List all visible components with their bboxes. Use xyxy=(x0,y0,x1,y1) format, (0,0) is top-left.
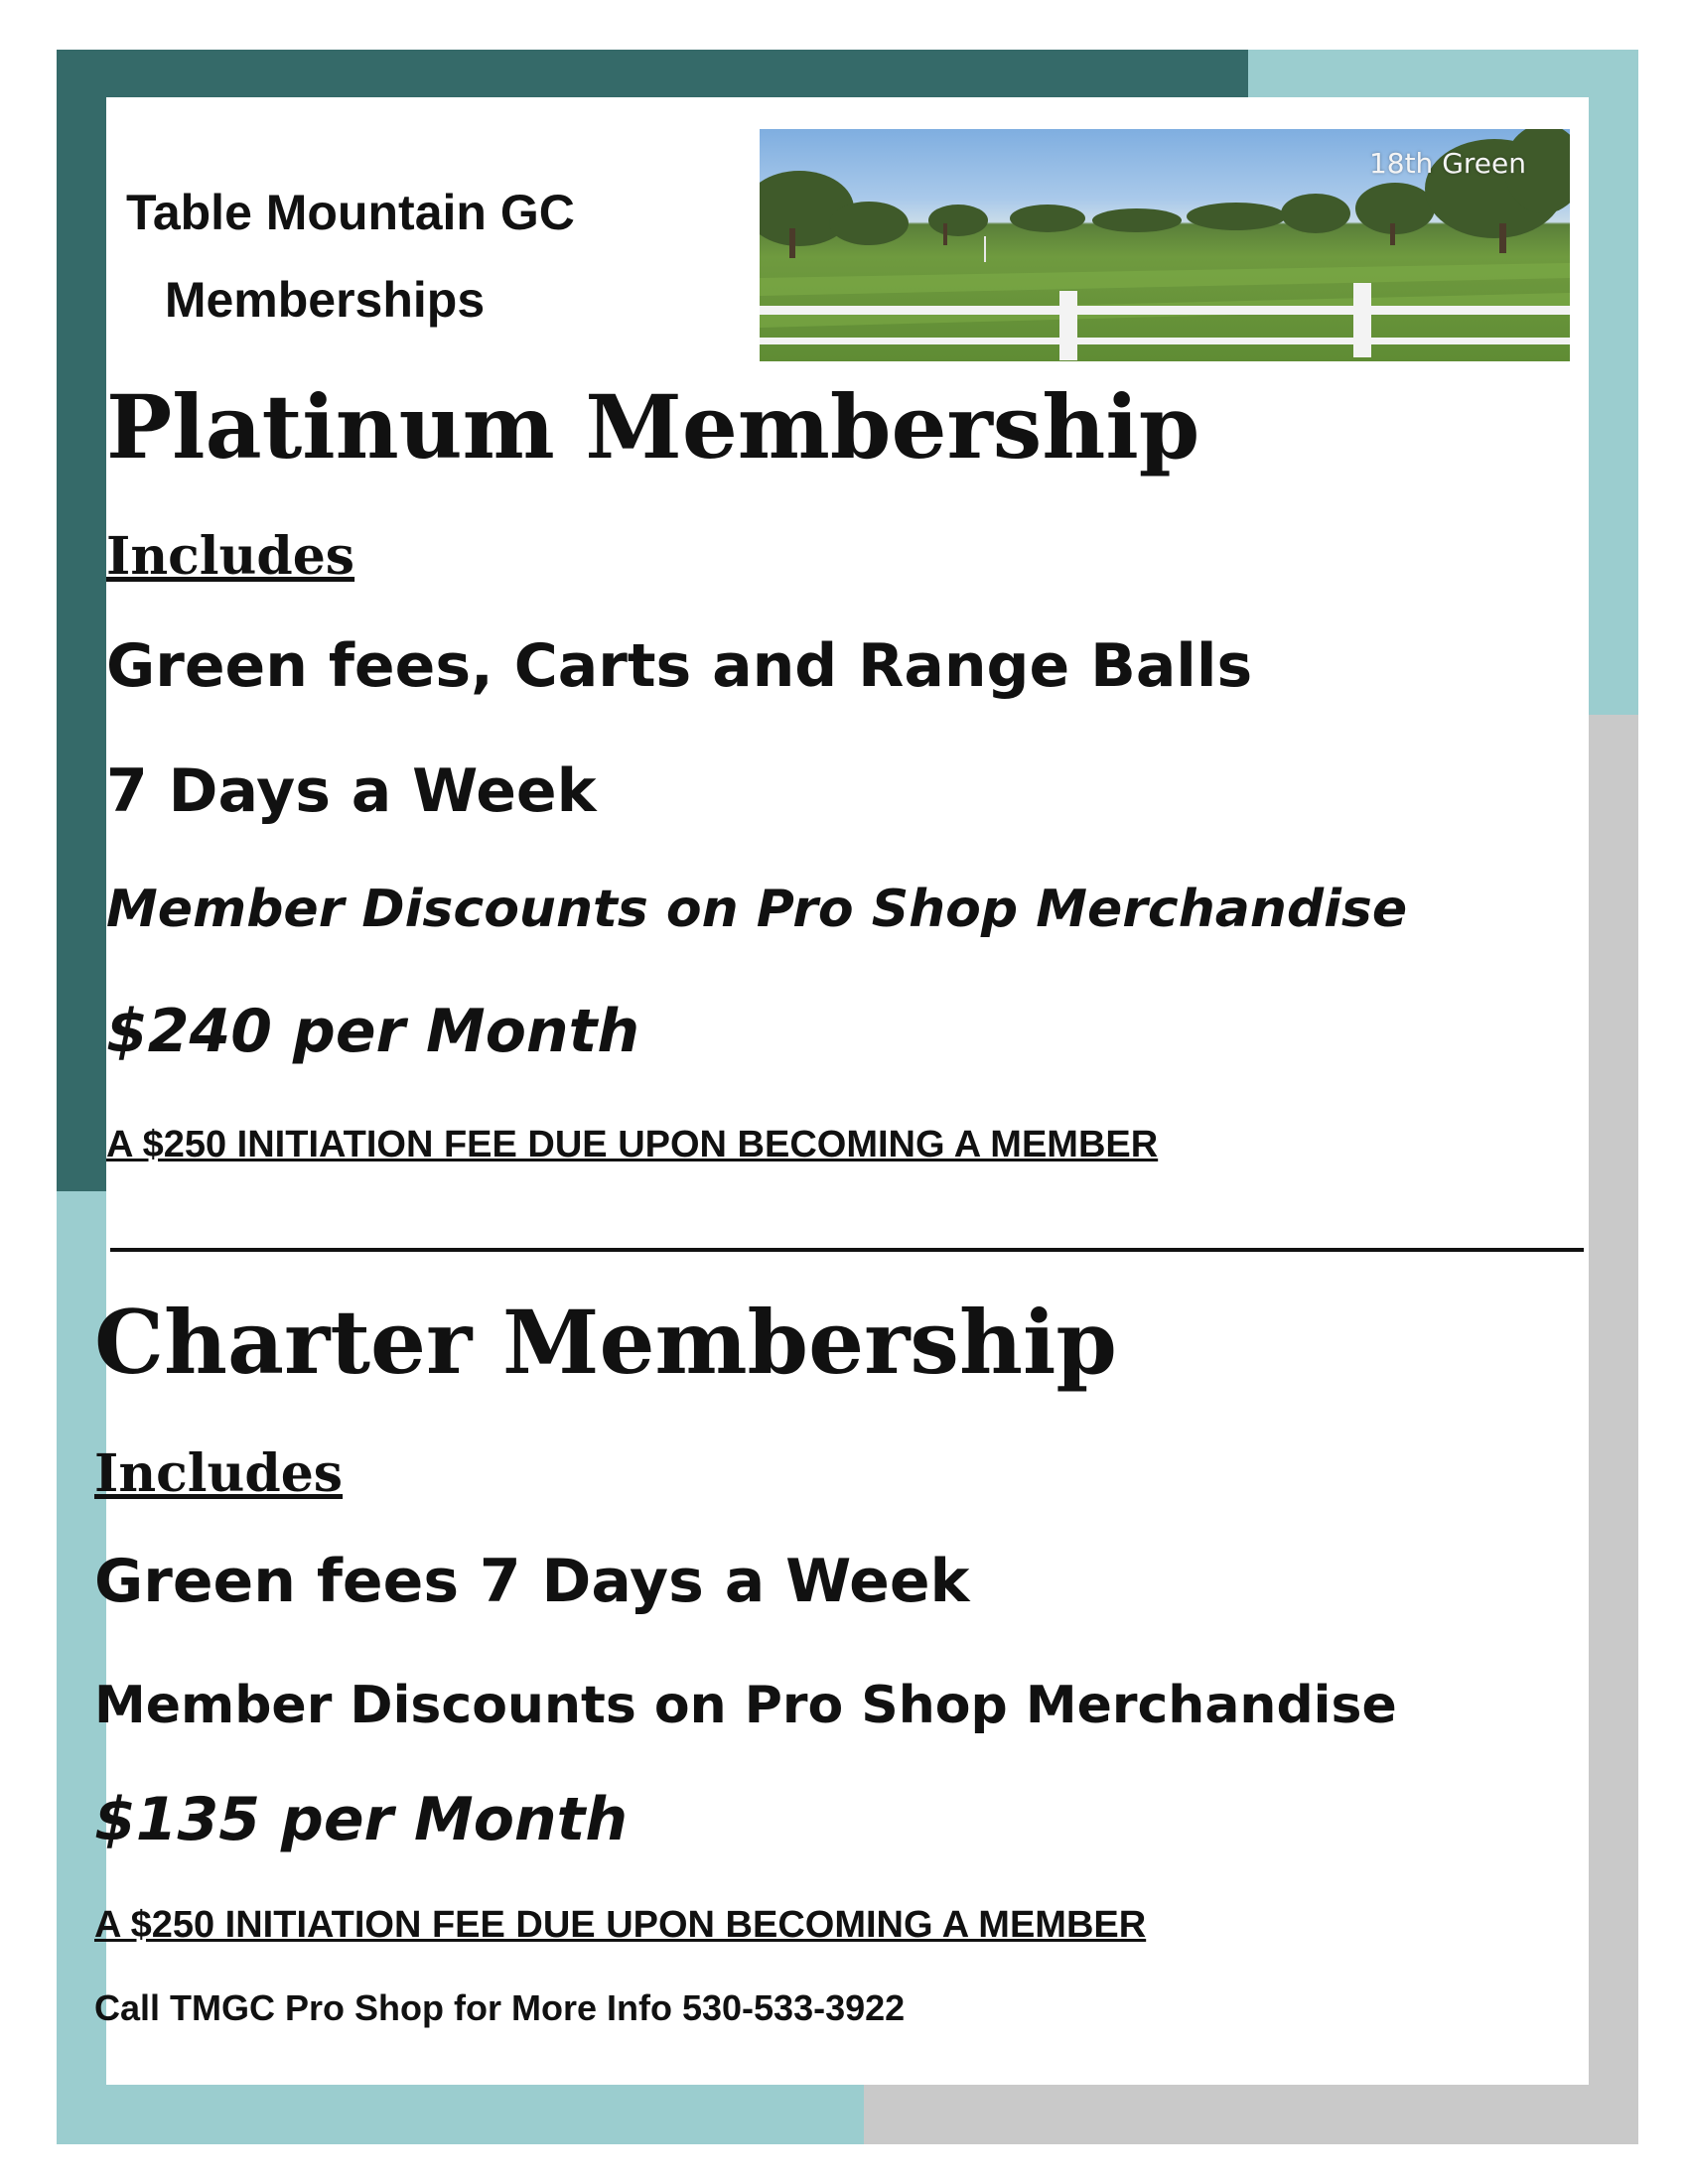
org-heading xyxy=(126,169,575,343)
platinum-price: $240 per Month xyxy=(106,997,640,1066)
contact-info: Call TMGC Pro Shop for More Info 530-533-3922 xyxy=(94,1987,906,2028)
charter-initiation-fee: A $250 INITIATION FEE DUE UPON BECOMING A MEMBER xyxy=(94,1904,1147,1946)
charter-benefit-line1: Green fees 7 Days a Week xyxy=(94,1547,970,1616)
flyer-page xyxy=(94,97,1589,2085)
platinum-benefit-line2: 7 Days a Week xyxy=(106,756,597,826)
charter-price: $135 per Month xyxy=(94,1785,629,1854)
frame-block-light-bottom xyxy=(57,2085,881,2144)
platinum-includes-label: Includes xyxy=(106,526,355,587)
platinum-benefit-line1: Green fees, Carts and Range Balls xyxy=(106,631,1253,701)
org-name: Table Mountain GC xyxy=(126,185,575,240)
charter-includes-label: Includes xyxy=(94,1443,344,1504)
photo-caption: 18th Green xyxy=(1368,147,1526,180)
section-divider xyxy=(110,1248,1584,1252)
charter-discount-line: Member Discounts on Pro Shop Merchandise xyxy=(94,1676,1397,1735)
frame-block-gray-bottom xyxy=(864,2085,1638,2144)
platinum-discount-line: Member Discounts on Pro Shop Merchandise xyxy=(106,880,1408,939)
charter-title: Charter Membership xyxy=(94,1291,1117,1394)
frame-block-gray-right xyxy=(1589,715,1638,2144)
platinum-initiation-fee: A $250 INITIATION FEE DUE UPON BECOMING A MEMBER xyxy=(106,1124,1159,1165)
platinum-title: Platinum Membership xyxy=(106,375,1200,478)
org-subtitle: Memberships xyxy=(164,272,486,328)
golf-course-photo xyxy=(760,129,1570,361)
frame-block-dark-left xyxy=(57,50,106,1191)
